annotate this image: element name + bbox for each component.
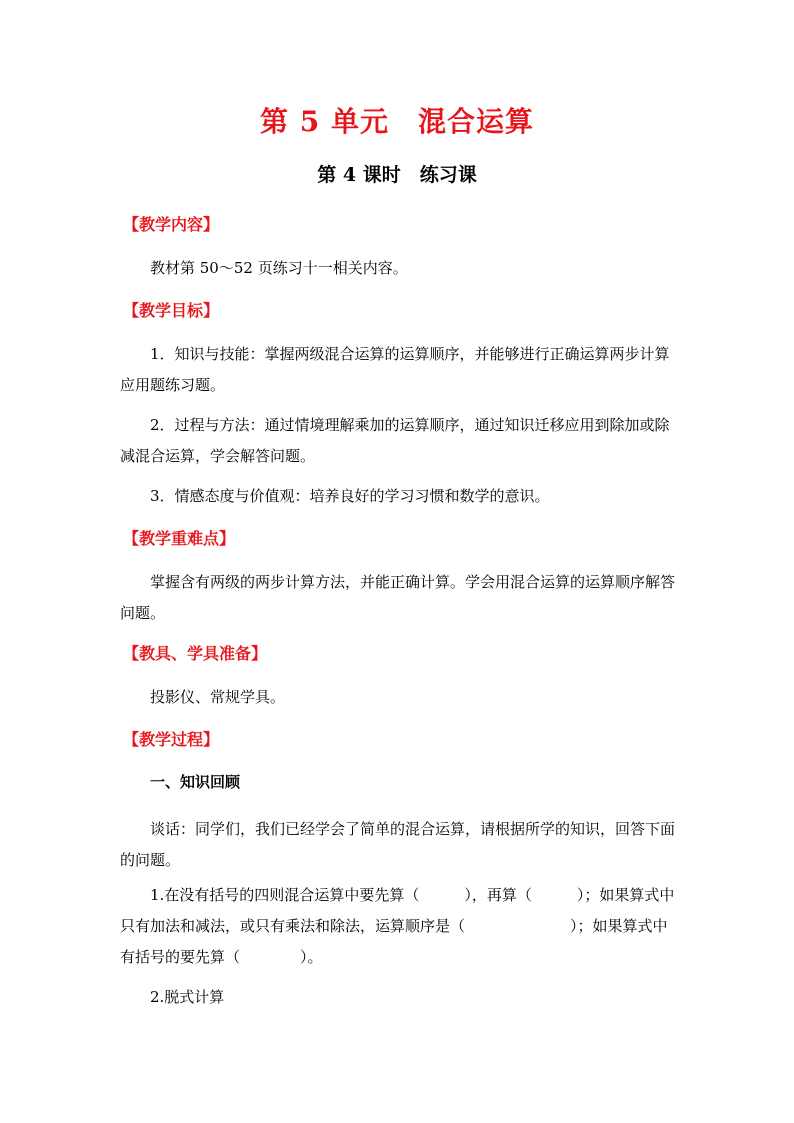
- question-2-text: 2.脱式计算: [150, 988, 225, 1006]
- lesson-subtitle: 第 4 课时 练习课: [317, 164, 477, 186]
- heading-teaching-goals: 【教学目标】: [123, 301, 220, 320]
- goal-item-2: 2．过程与方法：通过情境理解乘加的运算顺序，通过知识迁移应用到除加或除减混合运算，学会解答问题。: [120, 416, 670, 465]
- heading-teaching-content: 【教学内容】: [123, 215, 220, 234]
- heading-tools: 【教具、学具准备】: [123, 644, 268, 663]
- teaching-content-text: 教材第 50～52 页练习十一相关内容。: [150, 259, 408, 277]
- heading-teaching-process: 【教学过程】: [123, 730, 220, 749]
- heading-key-points: 【教学重难点】: [123, 529, 236, 548]
- process-subheading-review: 一、知识回顾: [150, 773, 241, 791]
- process-talk-text: 谈话：同学们，我们已经学会了简单的混合运算，请根据所学的知识，回答下面的问题。: [120, 820, 676, 869]
- question-1-text: 1.在没有括号的四则混合运算中要先算（ ），再算（ ）；如果算式中只有加法和减法，或只有乘法和除法，运算顺序是（ ）；如果算式中有括号的要先算（ ）。: [120, 886, 675, 966]
- tools-text: 投影仪、常规学具。: [150, 688, 286, 706]
- key-points-text: 掌握含有两级的两步计算方法，并能正确计算。学会用混合运算的运算顺序解答问题。: [120, 573, 676, 622]
- goal-item-3: 3．情感态度与价值观：培养良好的学习习惯和数学的意识。: [150, 487, 550, 505]
- unit-title: 第 5 单元 混合运算: [260, 105, 534, 138]
- goal-item-1: 1．知识与技能：掌握两级混合运算的运算顺序，并能够进行正确运算两步计算应用题练习题。: [120, 345, 670, 394]
